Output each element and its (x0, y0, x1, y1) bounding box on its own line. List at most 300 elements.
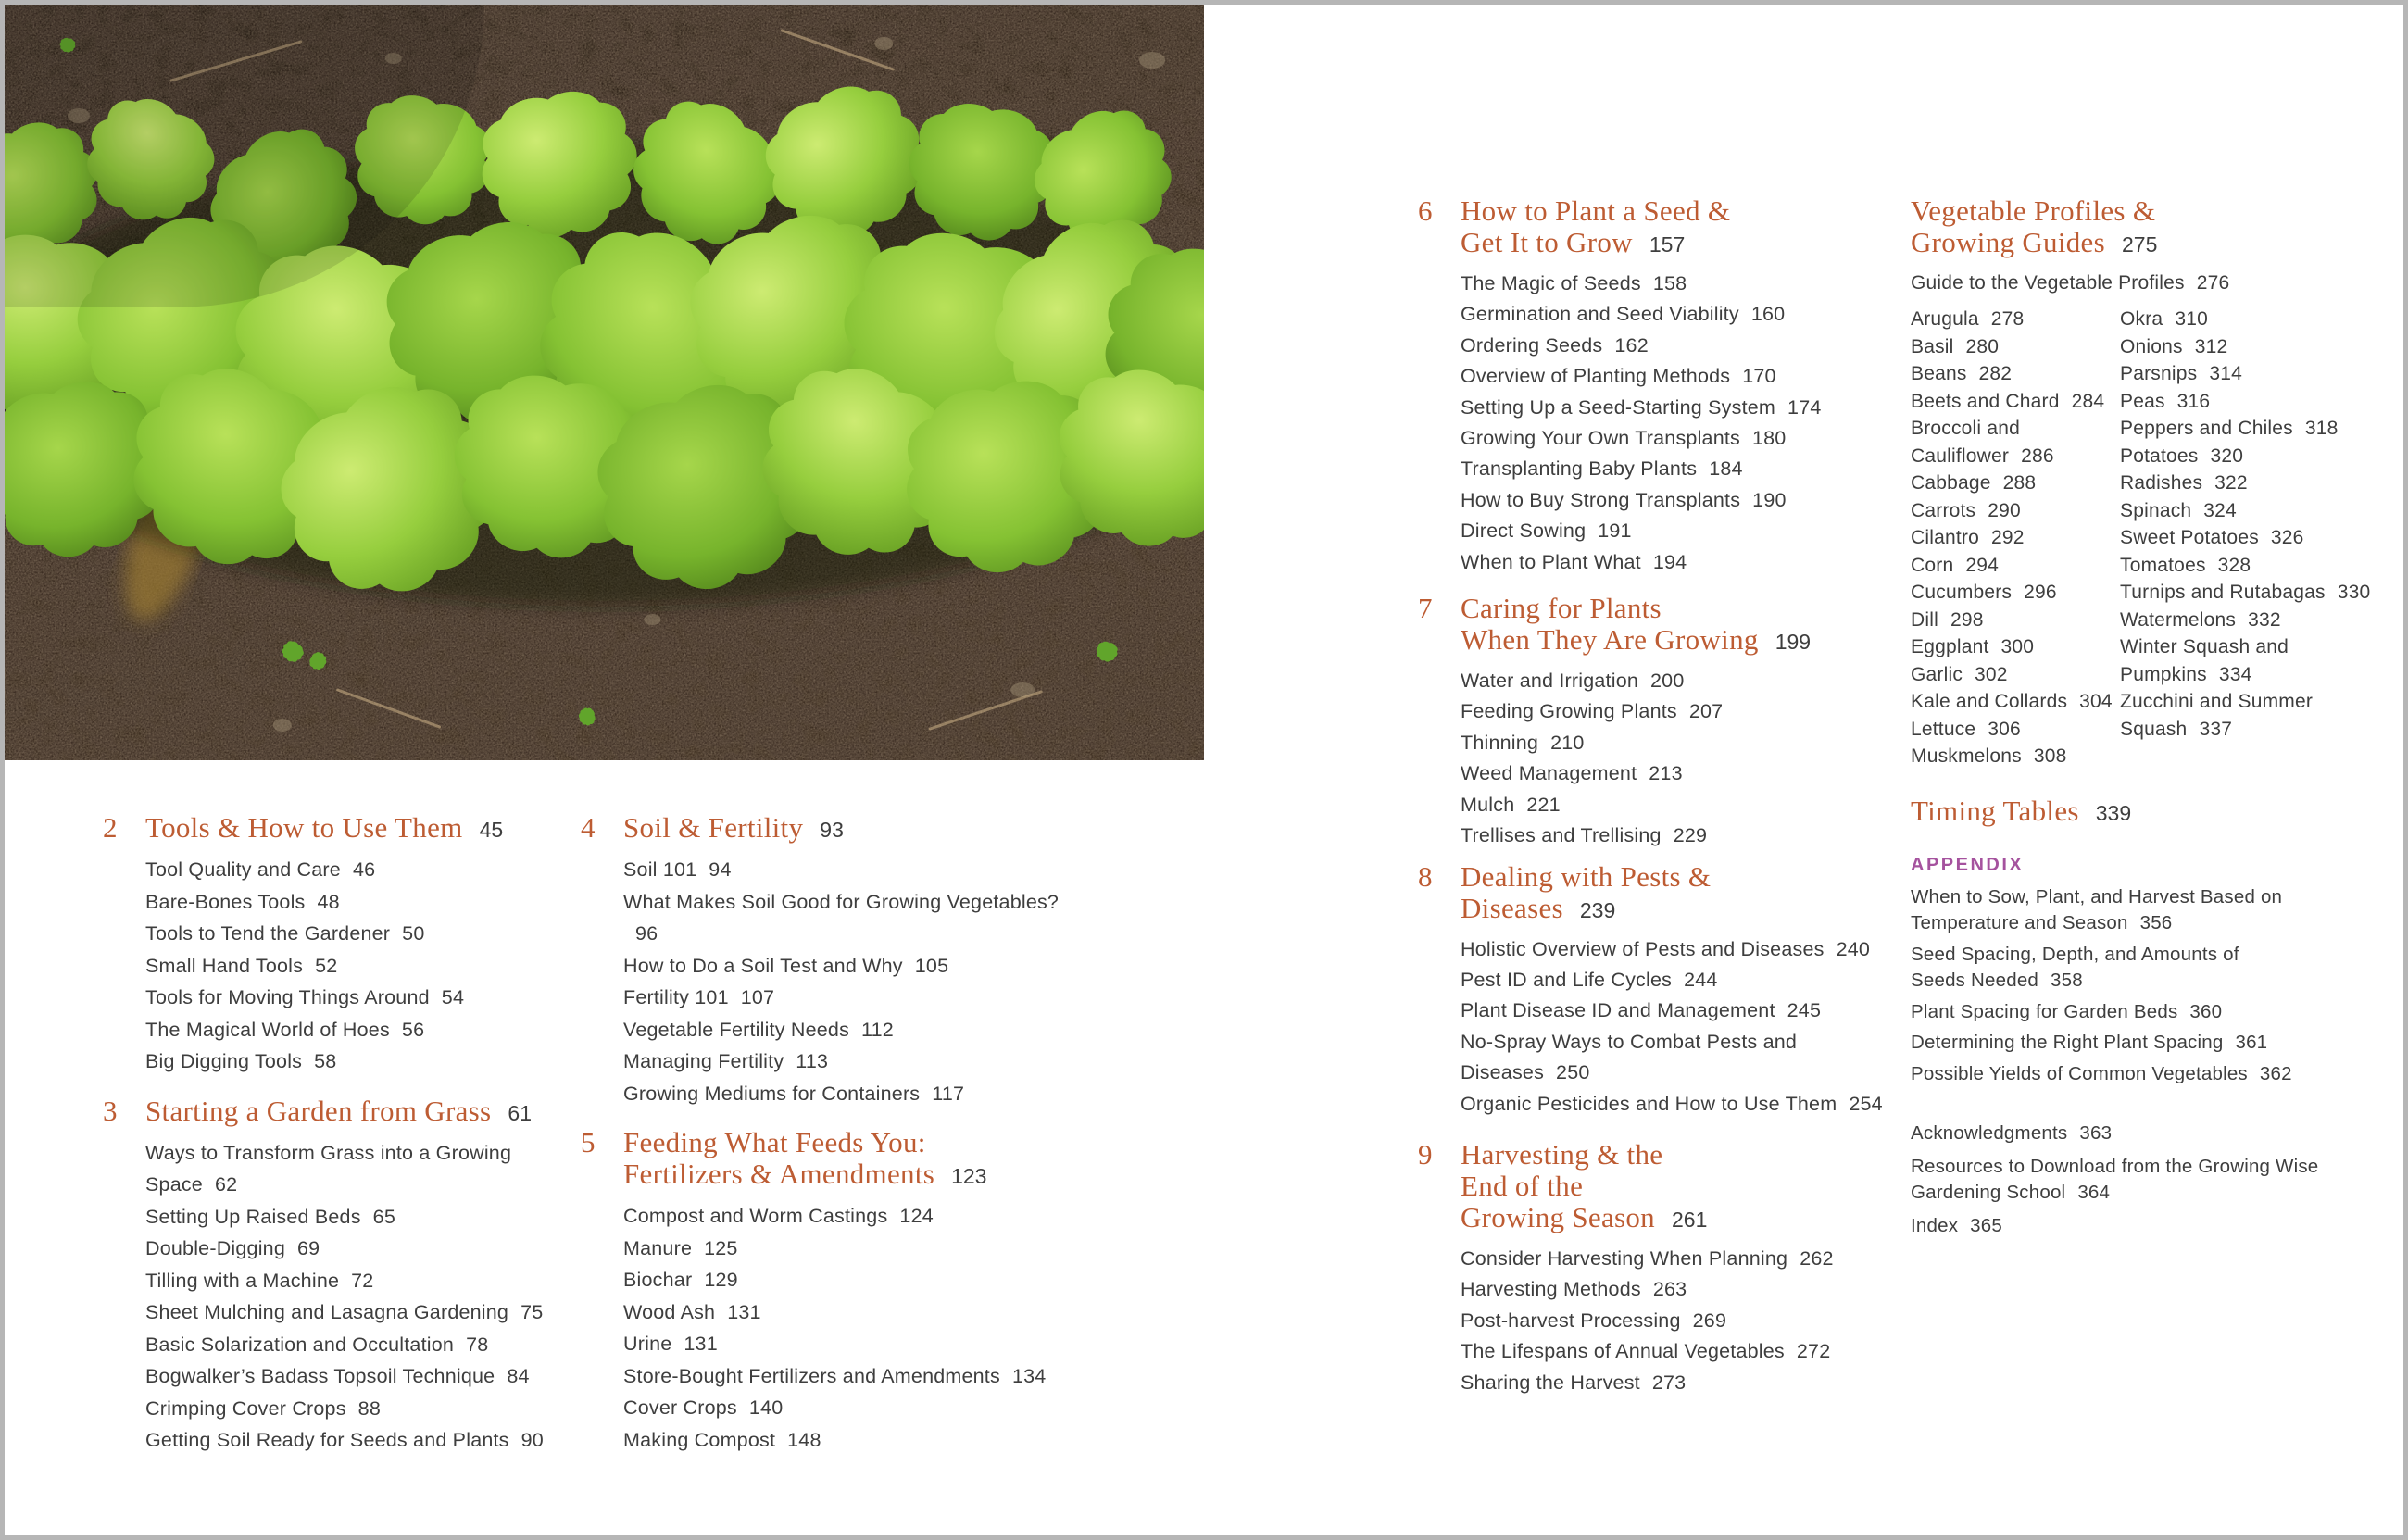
toc-item-label: How to Do a Soil Test and Why (623, 954, 903, 977)
toc-item (1461, 547, 1925, 578)
toc-item-page: 190 (1752, 488, 1787, 511)
vegetable-item-page: 337 (2199, 718, 2233, 740)
toc-item-label: Ways to Transform Grass into a Growing Space (145, 1141, 512, 1196)
toc-item (1461, 299, 1925, 330)
toc-item-label: Transplanting Baby Plants (1461, 457, 1698, 481)
toc-item-page: 273 (1651, 1371, 1687, 1394)
chapter-number: 5 (581, 1126, 596, 1158)
section-title-line: Vegetable Profiles & (1911, 194, 2156, 227)
toc-item-label: What Makes Soil Good for Growing Vegetables? (623, 890, 1060, 913)
vegetable-item-page: 300 (2000, 636, 2035, 657)
chapter-item-list (1461, 1244, 1925, 1398)
chapter-title-line: Soil & Fertility (623, 811, 804, 844)
toc-item-page: 58 (314, 1050, 337, 1072)
toc-item (145, 950, 581, 983)
toc-item-page: 113 (796, 1050, 829, 1072)
toc-item-label: Mulch (1461, 793, 1515, 816)
vegetable-item-page: 314 (2209, 363, 2242, 384)
toc-item-page: 184 (1709, 457, 1743, 481)
toc-item-label: Crimping Cover Crops (145, 1396, 346, 1420)
chapter-page-number: 123 (951, 1164, 987, 1188)
vegetable-item-label: Cilantro (1911, 527, 1979, 548)
appendix-item (1911, 999, 2385, 1026)
vegetable-profiles-guide (1911, 269, 2385, 297)
vegetable-item-label: Arugula (1911, 308, 1979, 330)
toc-item (623, 1424, 1088, 1457)
toc-item (623, 1045, 1088, 1078)
vegetable-item-label: Spinach (2120, 499, 2192, 521)
toc-item-page: 262 (1800, 1246, 1834, 1270)
appendix-label: APPENDIX (1911, 854, 2025, 875)
vegetable-item (2120, 688, 2385, 743)
chapter-item-list (623, 1200, 1088, 1456)
toc-item-page: 148 (787, 1428, 821, 1451)
toc-item (623, 1078, 1088, 1110)
toc-item-page: 269 (1692, 1308, 1727, 1332)
toc-item-label: Urine (623, 1333, 672, 1355)
toc-item-page: 65 (372, 1205, 395, 1228)
toc-item-label: Setting Up a Seed-Starting System (1461, 395, 1776, 419)
vegetable-item-page: 284 (2071, 390, 2105, 412)
chapter-item-list (1461, 934, 1925, 1120)
toc-chapter (1418, 861, 1925, 1120)
toc-item-page: 158 (1652, 272, 1687, 294)
toc-chapter (103, 1096, 581, 1457)
toc-item-label: Direct Sowing (1461, 520, 1587, 543)
vegetable-item (2120, 470, 2385, 497)
toc-item (623, 982, 1088, 1014)
toc-item (1461, 1336, 1925, 1367)
toc-item (623, 1328, 1088, 1360)
toc-item (1461, 1274, 1925, 1305)
toc-item (1461, 1027, 1925, 1089)
toc-item (145, 1265, 581, 1297)
vegetable-item-page: 308 (2033, 745, 2067, 767)
toc-item (1461, 1089, 1925, 1120)
chapter-number: 4 (581, 811, 596, 844)
appendix-item-page: 358 (2051, 970, 2083, 991)
chapter-number: 7 (1418, 592, 1433, 625)
vegetable-item (2120, 443, 2385, 470)
toc-item-page: 72 (351, 1269, 374, 1292)
toc-item-page: 69 (297, 1237, 320, 1259)
toc-item-page: 107 (740, 986, 775, 1008)
toc-item (623, 1200, 1088, 1233)
vegetable-item-page: 278 (1990, 308, 2025, 330)
appendix-item-page: 362 (2259, 1062, 2292, 1084)
vegetable-item (1911, 579, 2120, 607)
toc-column-right-1 (1418, 195, 1925, 1398)
vegetable-item-label: Watermelons (2120, 608, 2237, 631)
toc-item-label: Tilling with a Machine (145, 1269, 340, 1292)
vegetable-item-label: Cabbage (1911, 472, 1991, 494)
toc-item (623, 1392, 1088, 1424)
toc-item-page: 125 (704, 1236, 738, 1259)
vegetable-item (2120, 607, 2385, 634)
toc-item-page: 62 (214, 1173, 238, 1196)
vegetable-item-label: Beans (1911, 363, 1967, 384)
chapter-title-line: Starting a Garden from Grass (145, 1094, 492, 1127)
section-title-line: Growing Guides (1911, 226, 2105, 258)
toc-item-label: Small Hand Tools (145, 954, 304, 977)
toc-item-page: 229 (1673, 824, 1708, 847)
appendix-item (1911, 1030, 2385, 1057)
toc-item (623, 854, 1088, 886)
end-matter-item-page: 364 (2077, 1182, 2111, 1203)
vegetable-item (2120, 388, 2385, 416)
vegetable-item-label: Dill (1911, 608, 1938, 631)
appendix-item-page: 360 (2189, 1000, 2223, 1022)
chapter-number: 9 (1418, 1137, 1433, 1171)
toc-item-label: Store-Bought Fertilizers and Amendments (623, 1364, 1000, 1387)
vegetable-item (2120, 633, 2385, 688)
vegetable-item-label: Kale and Collards (1911, 691, 2068, 712)
end-matter-item-label: Index (1911, 1214, 1959, 1236)
toc-item (623, 886, 1088, 950)
toc-item-label: Weed Management (1461, 762, 1637, 785)
vegetable-item-line: Winter Squash and (2120, 636, 2289, 657)
toc-item-label: Water and Irrigation (1461, 670, 1639, 693)
toc-item-label: The Lifespans of Annual Vegetables (1461, 1340, 1785, 1363)
chapter-title-line: Dealing with Pests & (1461, 859, 1712, 893)
chapter-title-line: Harvesting & the (1461, 1137, 1663, 1171)
toc-item-page: 221 (1526, 793, 1561, 816)
vegetable-item-label: Potatoes (2120, 444, 2199, 467)
vegetable-item-page: 326 (2270, 527, 2304, 548)
vegetable-item-page: 296 (2024, 582, 2057, 603)
vegetable-item-label: Corn (1911, 554, 1954, 576)
chapter-title (1461, 861, 1925, 926)
toc-item-label: Post-harvest Processing (1461, 1308, 1681, 1332)
toc-item (145, 1137, 581, 1201)
toc-item-page: 54 (441, 986, 465, 1008)
toc-item-page: 117 (932, 1082, 965, 1105)
vegetable-item-line: Zucchini and Summer (2120, 691, 2314, 712)
toc-item-page: 78 (466, 1333, 489, 1356)
vegetable-item-label: Eggplant (1911, 636, 1989, 657)
toc-item-page: 140 (748, 1396, 784, 1419)
section-title-line: Timing Tables (1911, 794, 2079, 827)
toc-item-label: Growing Your Own Transplants (1461, 427, 1740, 450)
toc-chapter (581, 1127, 1088, 1456)
vegetable-item-page: 322 (2214, 472, 2248, 494)
toc-item-page: 124 (899, 1205, 934, 1227)
toc-item-page: 134 (1011, 1364, 1047, 1387)
toc-item-label: Managing Fertility (623, 1050, 784, 1072)
toc-item-page: 174 (1787, 395, 1822, 419)
end-matter-item-label: Acknowledgments (1911, 1122, 2068, 1144)
toc-column-left-2 (581, 812, 1088, 1456)
toc-item-label: Getting Soil Ready for Seeds and Plants (145, 1429, 509, 1451)
vegetable-list (1911, 306, 2385, 770)
toc-item-page: 48 (317, 890, 340, 913)
lettuce-seedlings-photo (5, 5, 1204, 760)
vegetable-item-label: Basil (1911, 335, 1954, 357)
toc-item (145, 1014, 581, 1046)
toc-item (1461, 1368, 1925, 1398)
vegetable-item-page: 320 (2210, 444, 2244, 467)
vegetable-item-line: Broccoli and (1911, 418, 2020, 439)
toc-chapter (581, 812, 1088, 1109)
toc-item-page: 96 (635, 922, 658, 945)
toc-item-page: 250 (1556, 1061, 1590, 1084)
toc-item-page: 56 (401, 1018, 425, 1041)
toc-item (1461, 331, 1925, 361)
toc-item-page: 200 (1650, 670, 1685, 693)
appendix-item-label: Seeds Needed (1911, 970, 2039, 991)
vegetable-item (1911, 607, 2120, 634)
toc-item-page: 210 (1550, 731, 1585, 754)
vegetable-item (1911, 661, 2120, 689)
vegetable-item-page: 294 (1965, 554, 1999, 576)
toc-item-page: 112 (861, 1018, 894, 1041)
toc-item (623, 1296, 1088, 1329)
toc-item-page: 90 (520, 1429, 544, 1451)
chapter-title-line: Growing Season (1461, 1200, 1655, 1233)
chapter-title (1461, 593, 1925, 657)
toc-item-label: Soil 101 (623, 858, 697, 881)
end-matter-list (1911, 1121, 2385, 1239)
vegetable-item-label: Peas (2120, 390, 2165, 412)
toc-item-page: 276 (2196, 272, 2230, 294)
vegetable-item-label: Onions (2120, 335, 2183, 357)
vegetable-item-page: 288 (2002, 472, 2037, 494)
vegetable-item (1911, 470, 2120, 497)
toc-item (1461, 269, 1925, 299)
toc-item (1461, 934, 1925, 965)
vegetable-profiles-heading (1911, 195, 2385, 260)
chapter-number: 2 (103, 811, 118, 844)
toc-item (145, 982, 581, 1014)
appendix-item-line: When to Sow, Plant, and Harvest Based on (1911, 885, 2283, 908)
vegetable-item (1911, 360, 2120, 388)
end-matter-item (1911, 1213, 2385, 1240)
toc-item-page: 254 (1849, 1092, 1883, 1115)
toc-item-page: 180 (1751, 427, 1787, 450)
end-matter-item-page: 363 (2079, 1122, 2113, 1144)
toc-item-label: Bare-Bones Tools (145, 890, 306, 913)
vegetable-item-label: Squash (2120, 718, 2188, 740)
vegetable-item (2120, 306, 2385, 333)
chapter-title (1461, 195, 1925, 260)
toc-item-page: 46 (352, 858, 376, 881)
vegetable-item (2120, 415, 2385, 443)
vegetable-item-label: Cauliflower (1911, 444, 2010, 467)
toc-item (145, 1329, 581, 1361)
vegetable-item-page: 318 (2304, 418, 2339, 439)
chapter-item-list (1461, 666, 1925, 851)
toc-item-label: Big Digging Tools (145, 1050, 303, 1072)
toc-item-label: Feeding Growing Plants (1461, 700, 1677, 723)
chapter-item-list (1461, 269, 1925, 578)
toc-item (145, 1360, 581, 1393)
end-matter-item (1911, 1154, 2385, 1207)
toc-item-label: Tool Quality and Care (145, 858, 341, 881)
chapter-title-line: End of the (1461, 1169, 1584, 1202)
appendix-item-label: Plant Spacing for Garden Beds (1911, 1000, 2178, 1022)
vegetable-item (1911, 524, 2120, 552)
vegetable-item (1911, 333, 2120, 361)
toc-item (1461, 666, 1925, 696)
vegetable-list-column-b (2120, 306, 2385, 770)
toc-item (1461, 728, 1925, 758)
chapter-title (623, 812, 1088, 845)
chapter-number: 3 (103, 1094, 118, 1127)
toc-item-page: 88 (357, 1396, 381, 1420)
vegetable-item-page: 290 (1988, 499, 2021, 521)
vegetable-item-label: Cucumbers (1911, 582, 2013, 603)
vegetable-item (1911, 388, 2120, 416)
toc-item (145, 918, 581, 950)
toc-chapter (1418, 593, 1925, 851)
toc-item-page: 194 (1652, 550, 1687, 573)
toc-item-label: The Magical World of Hoes (145, 1018, 390, 1041)
toc-item (1461, 758, 1925, 789)
chapter-title-line: When They Are Growing (1461, 623, 1759, 657)
toc-chapter (1418, 1139, 1925, 1398)
chapter-title-line: Fertilizers & Amendments (623, 1158, 935, 1190)
vegetable-item (2120, 333, 2385, 361)
appendix-item-page: 356 (2139, 912, 2173, 933)
vegetable-list-column-a (1911, 306, 2120, 770)
vegetable-item-label: Beets and Chard (1911, 390, 2060, 412)
vegetable-item-page: 280 (1965, 335, 2000, 357)
toc-item-label: Germination and Seed Viability (1461, 303, 1739, 326)
toc-item (1461, 696, 1925, 727)
toc-item-label: Cover Crops (623, 1396, 737, 1419)
vegetable-item-label: Pumpkins (2120, 663, 2207, 685)
vegetable-item-page: 286 (2021, 444, 2054, 467)
toc-item-page: 263 (1652, 1278, 1687, 1301)
toc-column-left-1 (103, 812, 581, 1457)
toc-item-page: 207 (1688, 700, 1724, 723)
toc-item-page: 131 (684, 1333, 718, 1355)
vegetable-item-page: 302 (1975, 663, 2008, 685)
toc-item-label: The Magic of Seeds (1461, 272, 1641, 294)
toc-item (1461, 820, 1925, 851)
vegetable-item-label: Lettuce (1911, 718, 1976, 740)
toc-item (623, 1360, 1088, 1393)
vegetable-item-page: 282 (1978, 363, 2013, 384)
chapter-title-line: Get It to Grow (1461, 226, 1633, 258)
toc-item (623, 1233, 1088, 1265)
toc-item-label: Vegetable Fertility Needs (623, 1018, 850, 1041)
toc-item-label: Thinning (1461, 731, 1539, 754)
toc-item-page: 84 (507, 1365, 530, 1387)
toc-item-page: 245 (1787, 999, 1822, 1022)
vegetable-item (2120, 497, 2385, 525)
timing-tables-heading (1911, 795, 2385, 829)
lettuce-photo-illustration (5, 5, 1204, 760)
toc-item-page: 52 (315, 954, 338, 977)
toc-item (1461, 516, 1925, 546)
chapter-title-line: How to Plant a Seed & (1461, 194, 1731, 227)
vegetable-item (1911, 306, 2120, 333)
toc-item-label: Compost and Worm Castings (623, 1205, 888, 1227)
end-matter-item-page: 365 (1970, 1214, 2002, 1236)
vegetable-item-label: Sweet Potatoes (2120, 527, 2259, 548)
end-matter-item (1911, 1121, 2385, 1147)
toc-item (1461, 790, 1925, 820)
toc-item (145, 1424, 581, 1457)
toc-item-label: How to Buy Strong Transplants (1461, 488, 1741, 511)
vegetable-item-page: 310 (2175, 308, 2208, 330)
vegetable-item-page: 328 (2217, 554, 2251, 576)
chapter-page-number: 45 (479, 818, 504, 842)
toc-item-label: Tools to Tend the Gardener (145, 922, 391, 945)
toc-item (623, 1264, 1088, 1296)
vegetable-item-label: Carrots (1911, 499, 1976, 521)
toc-item (623, 950, 1088, 983)
toc-item-page: 75 (520, 1301, 544, 1323)
toc-item-label: Wood Ash (623, 1300, 716, 1323)
toc-item-label: Setting Up Raised Beds (145, 1205, 361, 1228)
chapter-title-line: Feeding What Feeds You: (623, 1126, 926, 1158)
toc-item-page: 170 (1742, 365, 1776, 388)
toc-item-label: Sharing the Harvest (1461, 1371, 1640, 1394)
toc-chapter (103, 812, 581, 1078)
appendix-item-label: Temperature and Season (1911, 912, 2128, 933)
vegetable-item-label: Peppers and Chiles (2120, 418, 2293, 439)
chapter-title-line: Caring for Plants (1461, 592, 1662, 625)
vegetable-item-page: 306 (1988, 718, 2021, 740)
section-page-number: 339 (2095, 800, 2132, 825)
toc-item-label: Double-Digging (145, 1237, 286, 1259)
toc-item-page: 191 (1598, 520, 1632, 543)
vegetable-item-label: Radishes (2120, 472, 2203, 494)
toc-item-page: 94 (709, 858, 732, 881)
appendix-item (1911, 1061, 2385, 1088)
toc-item-label: Trellises and Trellising (1461, 824, 1662, 847)
vegetable-item (2120, 579, 2385, 607)
vegetable-item (2120, 552, 2385, 580)
appendix-item (1911, 884, 2385, 937)
toc-item (145, 1393, 581, 1425)
chapter-page-number: 199 (1775, 630, 1812, 655)
chapter-title (145, 812, 581, 845)
toc-item (1461, 995, 1925, 1026)
chapter-page-number: 93 (820, 818, 844, 842)
toc-item (1461, 1306, 1925, 1336)
vegetable-item-page: 316 (2176, 390, 2211, 412)
toc-item-label: Basic Solarization and Occultation (145, 1333, 455, 1356)
toc-item-page: 244 (1684, 968, 1718, 991)
toc-item-label: Overview of Planting Methods (1461, 365, 1731, 388)
toc-item-page: 272 (1796, 1340, 1831, 1363)
toc-item-label: Consider Harvesting When Planning (1461, 1246, 1788, 1270)
vegetable-item-label: Parsnips (2120, 363, 2198, 384)
vegetable-item-page: 312 (2194, 335, 2228, 357)
toc-item-label: Manure (623, 1236, 693, 1259)
vegetable-item-label: Tomatoes (2120, 554, 2206, 576)
toc-item (1461, 361, 1925, 392)
toc-chapter (1418, 195, 1925, 578)
toc-item-page: 131 (727, 1300, 761, 1323)
chapter-page-number: 157 (1649, 232, 1686, 257)
toc-item-page: 50 (402, 922, 425, 945)
vegetable-item-label: Turnips and Rutabagas (2120, 582, 2326, 603)
toc-item-label: Growing Mediums for Containers (623, 1082, 921, 1105)
toc-item-label: Bogwalker’s Badass Topsoil Technique (145, 1365, 495, 1387)
chapter-item-list (145, 1137, 581, 1457)
appendix-item-page: 361 (2235, 1032, 2268, 1053)
chapter-page-number: 239 (1579, 897, 1616, 922)
toc-item (1461, 423, 1925, 454)
toc-item-label: Tools for Moving Things Around (145, 986, 430, 1008)
toc-item (145, 1233, 581, 1265)
appendix-list (1911, 884, 2385, 1088)
vegetable-item-label: Garlic (1911, 663, 1963, 685)
